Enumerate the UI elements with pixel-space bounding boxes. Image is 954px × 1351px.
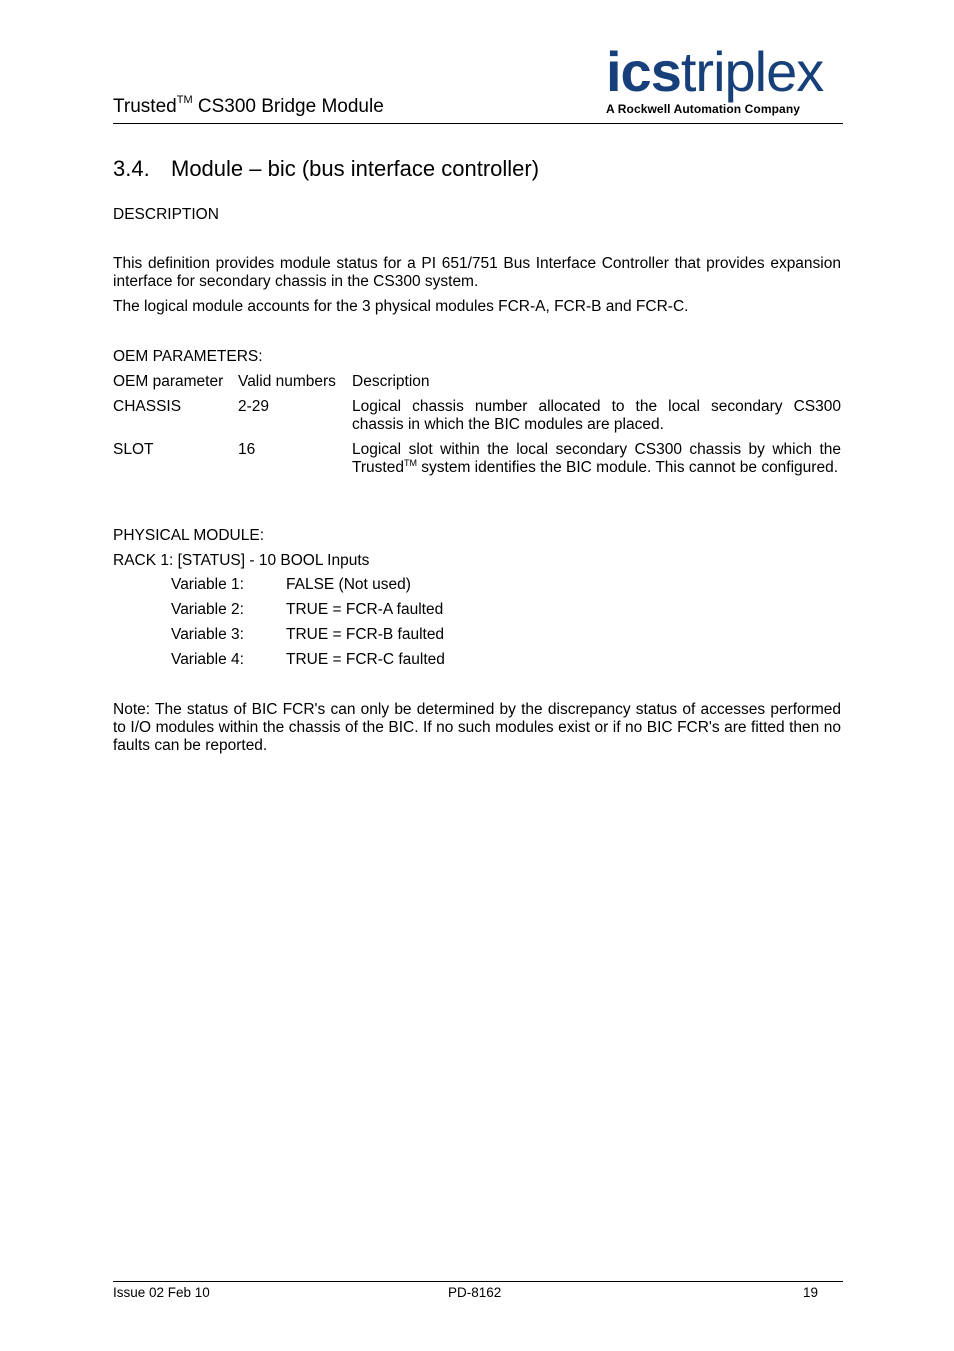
section-number: 3.4. xyxy=(113,156,150,181)
oem-valid: 2-29 xyxy=(238,398,270,415)
header-title: Trusted™ CS300 Bridge Module xyxy=(113,94,384,117)
ics-triplex-logo xyxy=(606,40,846,116)
oem-valid: 16 xyxy=(238,441,256,458)
trademark-sup: TM xyxy=(403,458,417,468)
oem-parameter: SLOT xyxy=(113,441,154,458)
physical-heading: PHYSICAL MODULE: xyxy=(113,527,265,544)
footer-divider xyxy=(113,1281,843,1282)
oem-description: Logical chassis number allocated to the local secondary CS300 chassis in which the BIC modules are placed. xyxy=(352,398,841,433)
variable-name: Variable 1: xyxy=(171,576,244,593)
oem-col-description: Description xyxy=(352,373,430,390)
oem-heading: OEM PARAMETERS: xyxy=(113,348,263,365)
logo-wordmark: icstriplex xyxy=(606,40,824,103)
trademark-sup: TM xyxy=(176,94,193,106)
oem-description: Logical slot within the local secondary CS300 chassis by which the Trusted™ system identifies the BIC module. This cannot be configured. xyxy=(352,441,841,476)
rack-line: RACK 1: [STATUS] - 10 BOOL Inputs xyxy=(113,552,370,569)
footer-issue: Issue 02 Feb 10 xyxy=(113,1285,210,1300)
description-heading: DESCRIPTION xyxy=(113,206,219,223)
note-paragraph: Note: The status of BIC FCR's can only be determined by the discrepancy status of accesses performed to I/O modules within the chassis of the BIC. If no such modules exist or if no BIC FCR's are fitted then no faults can be reported. xyxy=(113,701,841,754)
variable-name: Variable 4: xyxy=(171,651,244,668)
section-heading: Module – bic (bus interface controller) xyxy=(171,156,540,181)
list-item xyxy=(171,576,411,594)
variable-value: TRUE = FCR-B faulted xyxy=(286,626,445,643)
footer-doc-id: PD-8162 xyxy=(448,1285,502,1300)
list-item xyxy=(171,651,445,669)
oem-col-parameter: OEM parameter xyxy=(113,373,224,390)
variable-name: Variable 3: xyxy=(171,626,244,643)
list-item xyxy=(171,601,443,619)
variable-value: TRUE = FCR-C faulted xyxy=(286,651,445,668)
description-paragraph-2: The logical module accounts for the 3 physical modules FCR-A, FCR-B and FCR-C. xyxy=(113,298,689,315)
list-item xyxy=(171,626,444,644)
description-paragraph-1: This definition provides module status for a PI 651/751 Bus Interface Controller that provides expansion interface for secondary chassis in the CS300 system. xyxy=(113,255,841,290)
section-title xyxy=(113,156,539,182)
logo-tagline: A Rockwell Automation Company xyxy=(606,102,801,116)
variable-name: Variable 2: xyxy=(171,601,244,618)
variable-value: FALSE (Not used) xyxy=(286,576,411,593)
variable-value: TRUE = FCR-A faulted xyxy=(286,601,444,618)
header-divider xyxy=(113,123,843,124)
oem-col-valid: Valid numbers xyxy=(238,373,336,390)
footer-page-number: 19 xyxy=(803,1285,819,1300)
oem-parameter: CHASSIS xyxy=(113,398,182,415)
